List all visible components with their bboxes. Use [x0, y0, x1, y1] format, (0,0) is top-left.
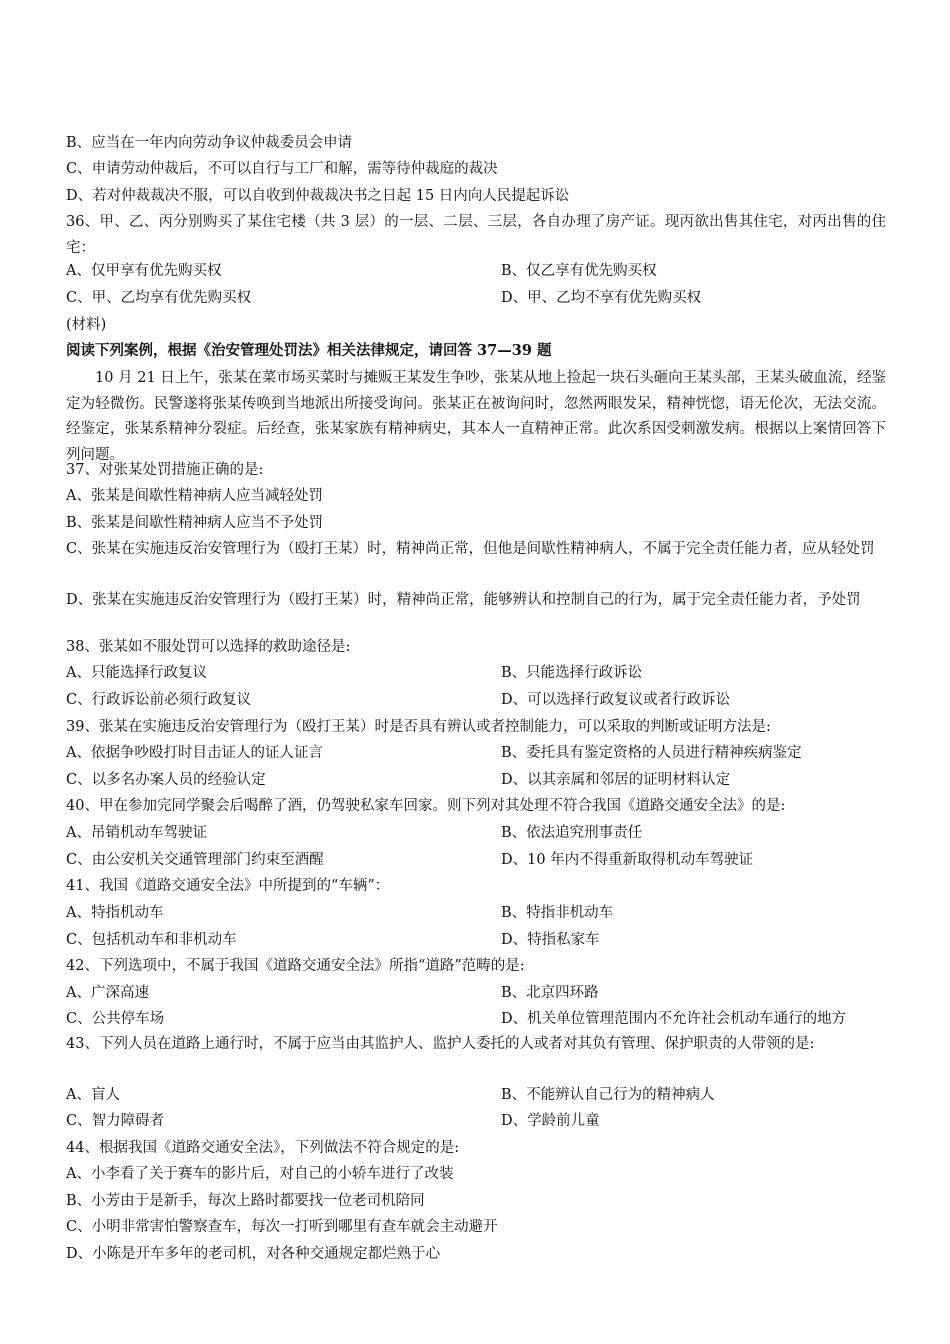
- q41-option-b: B、特指非机动车: [501, 905, 614, 921]
- q44-stem: 44、根据我国《道路交通安全法》，下列做法不符合规定的是:: [66, 1140, 460, 1156]
- q38-row2: [66, 687, 731, 713]
- case-heading: 阅读下列案例，根据《治安管理处罚法》相关法律规定，请回答 37—39 题: [66, 342, 552, 359]
- q40-stem: 40、甲在参加完同学聚会后喝醉了酒，仍驾驶私家车回家。则下列对其处理不符合我国《道路交通安全法》的是:: [66, 798, 786, 814]
- q38-option-a: A、只能选择行政复议: [66, 665, 207, 681]
- q40-row2: [66, 847, 754, 873]
- q37-option-c: C、张某在实施违反治安管理行为（殴打王某）时，精神尚正常，但他是间歇性精神病人，不属于完全责任能力者，应从轻处罚: [66, 541, 875, 557]
- q38-option-c: C、行政诉讼前必须行政复议: [66, 692, 252, 708]
- q40-row1: [66, 820, 643, 846]
- case-text: 10 月 21 日上午，张某在菜市场买菜时与摊贩王某发生争吵，张某从地上捡起一块石头砸向王某头部，王某头破血流，经鉴定为轻微伤。民警遂将张某传唤到当地派出所接受询问。张某正在被询问时，忽然两眼发呆，精神恍惚，语无伦次，无法交流。经鉴定，张某系精神分裂症。后经查，张某家族有精神病史，其本人一直精神正常。此次系因受刺激发病。根据以上案情回答下列问题。: [66, 370, 886, 463]
- q42-row2: [66, 1006, 847, 1032]
- q36-row2: [66, 285, 702, 311]
- q43-row1: [66, 1082, 715, 1108]
- q39-stem: 39、张某在实施违反治安管理行为（殴打王某）时是否具有辨认或者控制能力，可以采取的判断或证明方法是:: [66, 719, 771, 735]
- q39-option-c: C、以多名办案人员的经验认定: [66, 772, 266, 788]
- q44-option-c: C、小明非常害怕警察查车，每次一打听到哪里有查车就会主动避开: [66, 1219, 498, 1235]
- q40-option-d: D、10 年内不得重新取得机动车驾驶证: [501, 852, 754, 868]
- q43-stem: 43、下列人员在道路上通行时，不属于应当由其监护人、监护人委托的人或者对其负有管理、保护职责的人带领的是:: [66, 1036, 815, 1052]
- q35-option-d: D、若对仲裁裁决不服，可以自收到仲裁裁决书之日起 15 日内向人民提起诉讼: [66, 188, 570, 204]
- q44-option-d: D、小陈是开车多年的老司机，对各种交通规定都烂熟于心: [66, 1246, 441, 1262]
- q36-row1: [66, 258, 657, 284]
- q40-option-c: C、由公安机关交通管理部门约束至酒醒: [66, 852, 324, 868]
- q39-option-d: D、以其亲属和邻居的证明材料认定: [501, 772, 731, 788]
- q39-row2: [66, 767, 731, 793]
- q36-option-c: C、甲、乙均享有优先购买权: [66, 290, 252, 306]
- q41-row1: [66, 900, 614, 926]
- q43-option-b: B、不能辨认自己行为的精神病人: [501, 1087, 715, 1103]
- q38-option-d: D、可以选择行政复议或者行政诉讼: [501, 692, 731, 708]
- q37-option-a: A、张某是间歇性精神病人应当减轻处罚: [66, 488, 323, 504]
- q41-option-d: D、特指私家车: [501, 932, 600, 948]
- q43-option-d: D、学龄前儿童: [501, 1113, 600, 1129]
- q41-option-a: A、特指机动车: [66, 905, 164, 921]
- q37-option-b: B、张某是间歇性精神病人应当不予处罚: [66, 515, 324, 531]
- q41-row2: [66, 927, 600, 953]
- q38-row1: [66, 660, 643, 686]
- q43-row2: [66, 1108, 600, 1134]
- q37-stem: 37、对张某处罚措施正确的是:: [66, 462, 264, 478]
- q37-option-d: D、张某在实施违反治安管理行为（殴打王某）时，精神尚正常，能够辨认和控制自己的行为，属于完全责任能力者，予处罚: [66, 592, 861, 608]
- q36-option-a: A、仅甲享有优先购买权: [66, 263, 222, 279]
- q39-row1: [66, 740, 802, 766]
- q36-option-d: D、甲、乙均不享有优先购买权: [501, 290, 702, 306]
- q38-stem: 38、张某如不服处罚可以选择的救助途径是:: [66, 639, 351, 655]
- q42-option-c: C、公共停车场: [66, 1011, 165, 1027]
- q39-option-a: A、依据争吵殴打时目击证人的证人证言: [66, 745, 323, 761]
- q42-option-d: D、机关单位管理范围内不允许社会机动车通行的地方: [501, 1011, 847, 1027]
- q42-option-a: A、广深高速: [66, 985, 149, 1001]
- q43-option-c: C、智力障碍者: [66, 1113, 165, 1129]
- q39-option-b: B、委托具有鉴定资格的人员进行精神疾病鉴定: [501, 745, 802, 761]
- q44-option-b: B、小芳由于是新手，每次上路时都要找一位老司机陪同: [66, 1193, 425, 1209]
- q36-option-b: B、仅乙享有优先购买权: [501, 263, 657, 279]
- q42-option-b: B、北京四环路: [501, 985, 599, 1001]
- q40-option-a: A、吊销机动车驾驶证: [66, 825, 207, 841]
- q35-option-b: B、应当在一年内向劳动争议仲裁委员会申请: [66, 135, 353, 151]
- q38-option-b: B、只能选择行政诉讼: [501, 665, 643, 681]
- q41-stem: 41、我国《道路交通安全法》中所提到的“车辆”：: [66, 878, 390, 894]
- material-label: (材料): [66, 317, 107, 333]
- q42-row1: [66, 980, 599, 1006]
- q41-option-c: C、包括机动车和非机动车: [66, 932, 237, 948]
- q40-option-b: B、依法追究刑事责任: [501, 825, 643, 841]
- q43-option-a: A、盲人: [66, 1087, 120, 1103]
- q36-stem: 36、甲、乙、丙分别购买了某住宅楼（共 3 层）的一层、二层、三层，各自办理了房产证。现丙欲出售其住宅，对丙出售的住宅：: [66, 214, 886, 256]
- q44-option-a: A、小李看了关于赛车的影片后，对自己的小轿车进行了改装: [66, 1166, 454, 1182]
- q35-option-c: C、申请劳动仲裁后，不可以自行与工厂和解，需等待仲裁庭的裁决: [66, 161, 498, 177]
- q42-stem: 42、下列选项中，不属于我国《道路交通安全法》所指“道路”范畴的是:: [66, 958, 525, 974]
